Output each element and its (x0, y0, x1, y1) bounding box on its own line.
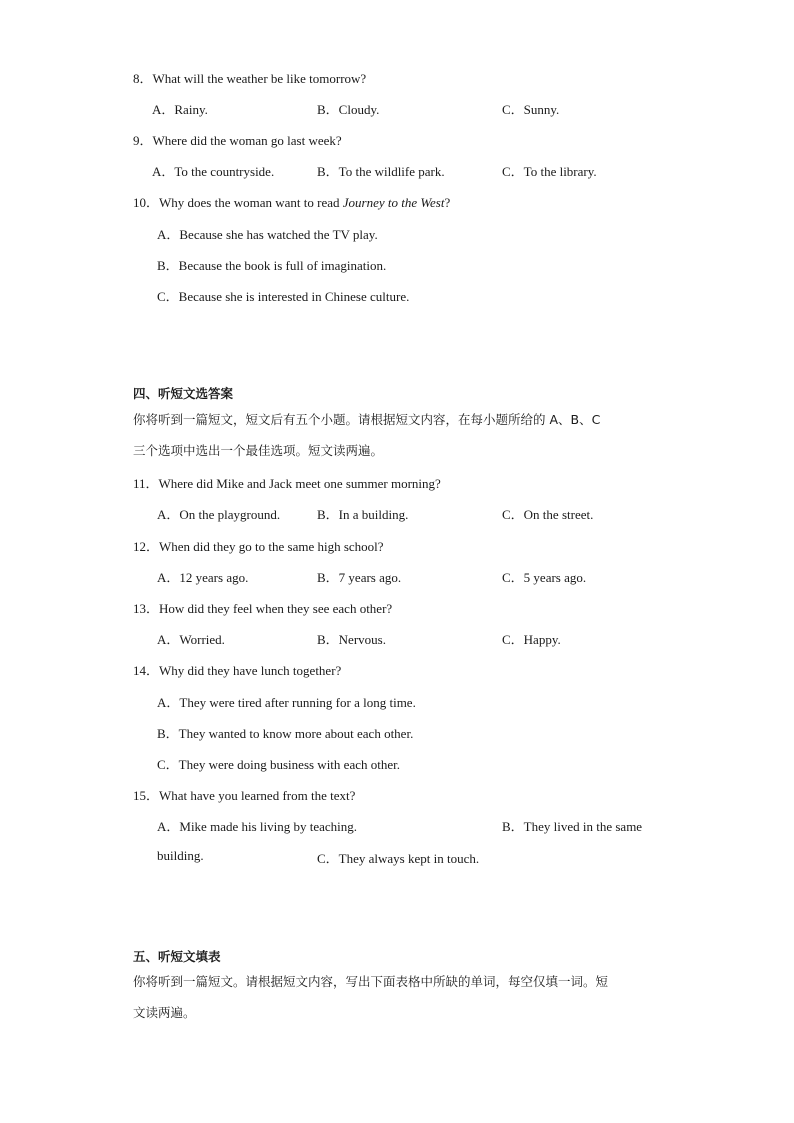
option-9a: A．To the countryside. (152, 164, 275, 179)
option-14a: A．They were tired after running for a long time. (157, 695, 416, 710)
section-5-intro-line1: 你将听到一篇短文。请根据短文内容，写出下面表格中所缺的单词，每空仅填一词。短 (133, 974, 609, 989)
option-15c: C．They always kept in touch. (317, 851, 480, 866)
section-5-intro-line2: 文读两遍。 (133, 1005, 196, 1020)
option-8c: C．Sunny. (502, 102, 560, 117)
question-8: 8．What will the weather be like tomorrow? (133, 71, 367, 86)
question-11: 11．Where did Mike and Jack meet one summer morning? (133, 476, 441, 491)
option-15b: B．They lived in the same (502, 819, 643, 834)
option-15a: A．Mike made his living by teaching. (157, 819, 358, 834)
option-9b: B．To the wildlife park. (317, 164, 445, 179)
question-13: 13．How did they feel when they see each other? (133, 601, 393, 616)
option-13a: A．Worried. (157, 632, 225, 647)
option-15b-continued: building. (157, 848, 204, 863)
option-10a: A．Because she has watched the TV play. (157, 227, 378, 242)
option-9c: C．To the library. (502, 164, 597, 179)
section-4-heading: 四、听短文选答案 (133, 386, 234, 401)
question-15: 15．What have you learned from the text? (133, 788, 356, 803)
question-14: 14．Why did they have lunch together? (133, 663, 342, 678)
section-4-intro-line1: 你将听到一篇短文，短文后有五个小题。请根据短文内容，在每小题所给的 A、B、C (133, 412, 601, 427)
option-8b: B．Cloudy. (317, 102, 380, 117)
section-5-heading: 五、听短文填表 (133, 949, 221, 964)
section-4-instructions (133, 404, 663, 466)
option-12a: A．12 years ago. (157, 570, 249, 585)
option-13c: C．Happy. (502, 632, 561, 647)
option-12c: C．5 years ago. (502, 570, 587, 585)
section-5-instructions (133, 966, 663, 1028)
option-14c: C．They were doing business with each other. (157, 757, 400, 772)
option-13b: B．Nervous. (317, 632, 386, 647)
section-4-intro-line2: 三个选项中选出一个最佳选项。短文读两遍。 (133, 443, 384, 458)
option-11a: A．On the playground. (157, 507, 281, 522)
question-12: 12．When did they go to the same high school? (133, 539, 384, 554)
option-10c: C．Because she is interested in Chinese culture. (157, 289, 410, 304)
option-8a: A．Rainy. (152, 102, 208, 117)
option-12b: B．7 years ago. (317, 570, 402, 585)
question-9: 9．Where did the woman go last week? (133, 133, 342, 148)
question-10 (133, 192, 450, 211)
option-11c: C．On the street. (502, 507, 594, 522)
question-10-stem-pre: 10．Why does the woman want to read (133, 195, 343, 210)
question-10-stem-post: ? (444, 195, 451, 210)
book-title: Journey to the West (342, 195, 445, 210)
option-10b: B．Because the book is full of imagination. (157, 258, 387, 273)
option-14b: B．They wanted to know more about each other. (157, 726, 414, 741)
option-11b: B．In a building. (317, 507, 409, 522)
